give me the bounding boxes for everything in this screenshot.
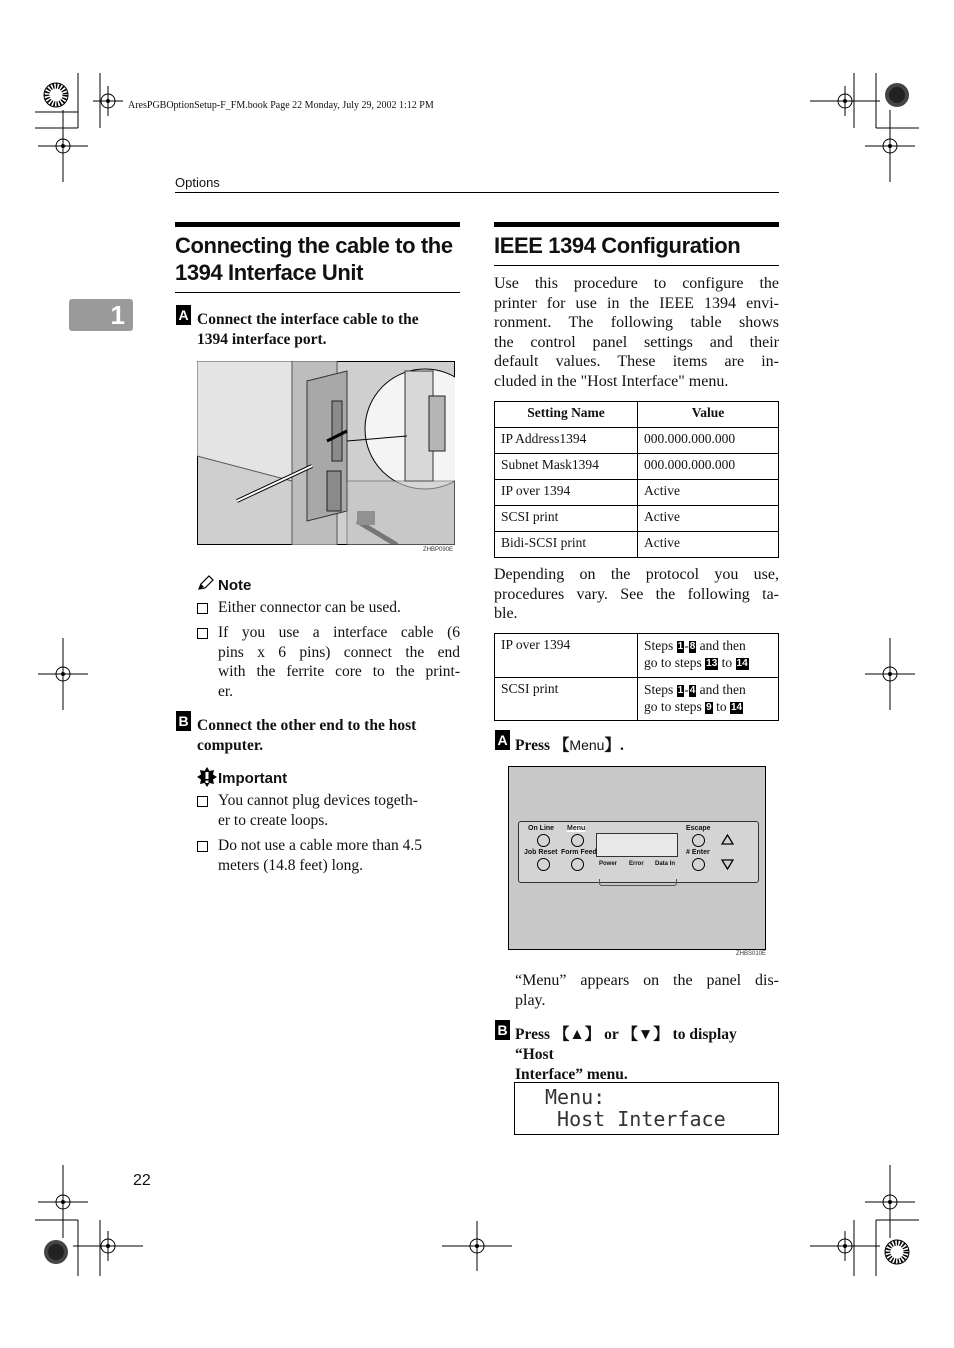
menu-key: Menu xyxy=(569,737,605,753)
step-ref: 1 xyxy=(677,685,684,696)
protocol-table xyxy=(494,633,779,721)
table-row xyxy=(495,480,779,506)
menu-button[interactable] xyxy=(571,834,584,847)
lcd-display xyxy=(514,1082,779,1135)
data-in-label: Data In xyxy=(655,861,676,867)
checkbox-icon xyxy=(197,603,208,614)
job-reset-label: Job Reset xyxy=(524,849,558,856)
important-heading: Important xyxy=(218,770,288,787)
chapter-tab: 1 xyxy=(69,299,133,331)
important-item-2: Do not use a cable more than 4.5 meters (14.8 feet) long. xyxy=(218,837,423,874)
error-label: Error xyxy=(629,861,644,867)
step-ref: 13 xyxy=(706,658,718,669)
job-reset-button[interactable] xyxy=(537,858,550,871)
important-item-1: You cannot plug devices togeth- er to create loops. xyxy=(218,792,418,829)
table-cell: IP over 1394 xyxy=(495,480,638,506)
step-number-1: A xyxy=(495,730,510,750)
pencil-icon xyxy=(197,575,215,591)
up-arrow-icon[interactable] xyxy=(721,834,734,845)
table-cell: Steps 1-4 and then go to steps 9 to 14 xyxy=(638,678,779,721)
up-key: ▲ xyxy=(569,1026,585,1043)
escape-button[interactable] xyxy=(692,834,705,847)
table-cell: Active xyxy=(638,532,779,558)
table-cell: SCSI print xyxy=(495,678,638,721)
escape-label: Escape xyxy=(686,825,711,832)
file-header: AresPGBOptionSetup-F_FM.book Page 22 Monday, July 29, 2002 1:12 PM xyxy=(128,100,434,111)
checkbox-icon xyxy=(197,796,208,807)
note-item-2: If you use a interface cable (6 pins x 6 pins) connect the end with the ferrite core to the print- er. xyxy=(218,624,460,700)
table-cell: Subnet Mask1394 xyxy=(495,454,638,480)
step-number-1: A xyxy=(176,305,191,325)
running-header: Options xyxy=(175,175,220,190)
table-cell: SCSI print xyxy=(495,506,638,532)
left-section-bar xyxy=(175,222,460,227)
step-ref: 14 xyxy=(730,702,743,713)
right-step-1-text: Press 【Menu】. xyxy=(515,737,624,754)
table-cell: IP over 1394 xyxy=(495,634,638,678)
step-number-2: B xyxy=(176,711,191,731)
table-cell: Active xyxy=(638,480,779,506)
header-rule xyxy=(175,192,779,193)
table-row xyxy=(495,428,779,454)
important-icon xyxy=(197,767,217,787)
down-key: ▼ xyxy=(637,1026,654,1043)
down-arrow-icon[interactable] xyxy=(721,859,734,870)
panel-display xyxy=(596,833,678,857)
step-ref: 8 xyxy=(689,641,696,652)
table-header-row xyxy=(495,402,779,428)
menu-appears-note: “Menu” appears on the panel dis- play. xyxy=(515,972,779,1009)
control-panel-figure xyxy=(508,766,766,950)
menu-label: Menu xyxy=(567,825,586,832)
step-number-2: B xyxy=(495,1020,510,1040)
table-row xyxy=(495,506,779,532)
figure-2-label: ZHBS010E xyxy=(736,951,767,957)
table-cell: Bidi-SCSI print xyxy=(495,532,638,558)
enter-button[interactable] xyxy=(692,858,705,871)
table-cell: 000.000.000.000 xyxy=(638,428,779,454)
table-row xyxy=(495,532,779,558)
table-header: Setting Name xyxy=(495,402,638,428)
form-feed-label: Form Feed xyxy=(561,849,597,856)
table-cell: 000.000.000.000 xyxy=(638,454,779,480)
table-cell: Steps 1-8 and then go to steps 13 to 14 xyxy=(638,634,779,678)
enter-label: # Enter xyxy=(686,849,710,856)
lcd-line-1: Menu: xyxy=(545,1085,606,1109)
left-section-title: Connecting the cable to the 1394 Interface Unit xyxy=(175,233,453,285)
table-cell: IP Address1394 xyxy=(495,428,638,454)
table-cell: Active xyxy=(638,506,779,532)
right-section-rule xyxy=(494,265,779,266)
lcd-line-2: Host Interface xyxy=(545,1107,726,1131)
right-section-title: IEEE 1394 Configuration xyxy=(494,233,741,258)
step-ref: 14 xyxy=(736,658,748,669)
step-ref: 1 xyxy=(677,641,684,652)
table-row xyxy=(495,678,779,721)
intro-paragraph: Use this procedure to configure the printer for use in the IEEE 1394 envi- ronment. The following table shows the control panel settings and their default values. These items are in- cluded in the "Host Interface" menu. xyxy=(494,275,779,390)
page-number: 22 xyxy=(133,1172,151,1189)
step-ref: 9 xyxy=(706,702,712,713)
panel-display-shadow xyxy=(599,879,677,886)
checkbox-icon xyxy=(197,841,208,852)
step-1-text: Connect the interface cable to the 1394 interface port. xyxy=(197,311,419,348)
step-ref: 4 xyxy=(689,685,696,696)
figure-1-label: ZHBP090E xyxy=(423,547,454,553)
on-line-label: On Line xyxy=(528,825,555,832)
table-row xyxy=(495,454,779,480)
form-feed-button[interactable] xyxy=(571,858,584,871)
printer-connection-figure xyxy=(197,361,455,545)
note-heading: Note xyxy=(218,577,252,594)
protocol-paragraph: Depending on the protocol you use, procedures vary. See the following ta- ble. xyxy=(494,566,779,623)
settings-table xyxy=(494,401,779,558)
checkbox-icon xyxy=(197,628,208,639)
power-label: Power xyxy=(599,861,618,867)
left-section-rule xyxy=(175,292,460,293)
on-line-button[interactable] xyxy=(537,834,550,847)
table-row xyxy=(495,634,779,678)
right-step-2-text: Press 【▲】 or 【▼】 to display “Host Interface” menu. xyxy=(515,1026,737,1083)
table-header: Value xyxy=(638,402,779,428)
step-2-text: Connect the other end to the host computer. xyxy=(197,717,417,754)
note-item-1: Either connector can be used. xyxy=(218,599,401,616)
right-section-bar xyxy=(494,222,779,227)
